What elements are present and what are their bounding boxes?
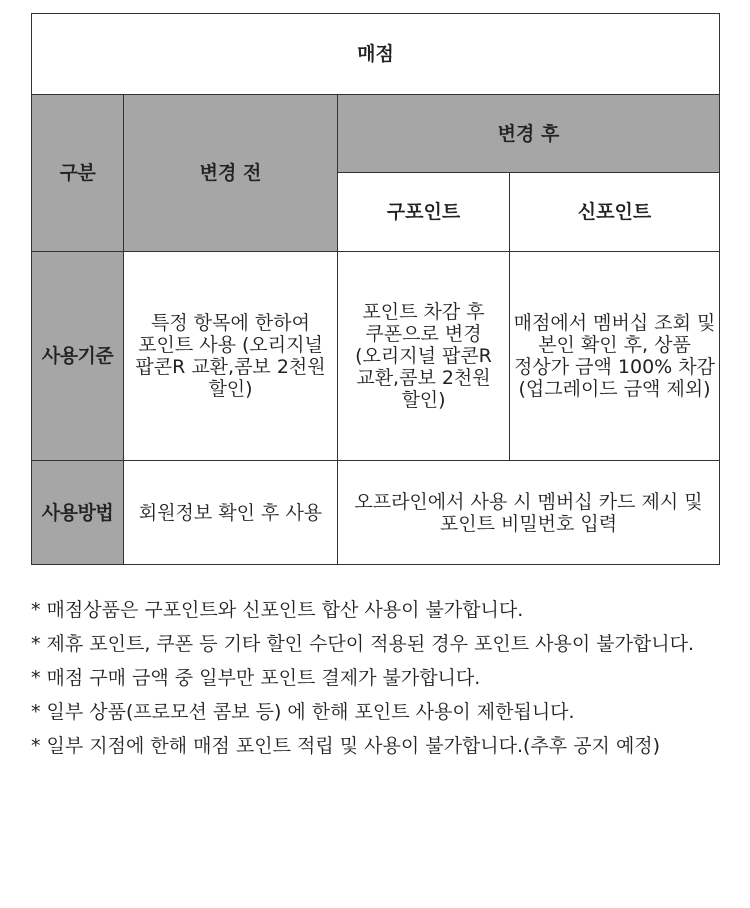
note-item: * 매점 구매 금액 중 일부만 포인트 결제가 불가합니다. [31,667,481,689]
row-label-usage-method: 사용방법 [32,461,124,565]
header-after: 변경 후 [338,95,720,173]
usage-method-before: 회원정보 확인 후 사용 [124,461,338,565]
table-row [32,461,720,565]
usage-criteria-before: 특정 항목에 한하여 포인트 사용 (오리지널 팝콘R 교환,콤보 2천원 할인) [124,252,338,461]
note-item: * 매점상품은 구포인트와 신포인트 합산 사용이 불가합니다. [31,599,524,621]
table-title-row [32,14,720,95]
note-item: * 일부 지점에 한해 매점 포인트 적립 및 사용이 불가합니다.(추후 공지 예정) [31,735,661,757]
usage-method-after: 오프라인에서 사용 시 멤버십 카드 제시 및 포인트 비밀번호 입력 [338,461,720,565]
header-old-point: 구포인트 [338,173,510,252]
header-new-point: 신포인트 [510,173,720,252]
header-division: 구분 [32,95,124,252]
header-before: 변경 전 [124,95,338,252]
row-label-usage-criteria: 사용기준 [32,252,124,461]
notes-list [31,593,721,763]
table-title: 매점 [32,14,720,95]
header-row-1 [32,95,720,173]
point-usage-table [31,13,720,565]
usage-criteria-old-point: 포인트 차감 후 쿠폰으로 변경 (오리지널 팝콘R 교환,콤보 2천원 할인) [338,252,510,461]
note-item: * 일부 상품(프로모션 콤보 등) 에 한해 포인트 사용이 제한됩니다. [31,701,575,723]
table-row [32,252,720,461]
usage-criteria-new-point: 매점에서 멤버십 조회 및 본인 확인 후, 상품 정상가 금액 100% 차감 (업그레이드 금액 제외) [510,252,720,461]
note-item: * 제휴 포인트, 쿠폰 등 기타 할인 수단이 적용된 경우 포인트 사용이 불가합니다. [31,633,695,655]
